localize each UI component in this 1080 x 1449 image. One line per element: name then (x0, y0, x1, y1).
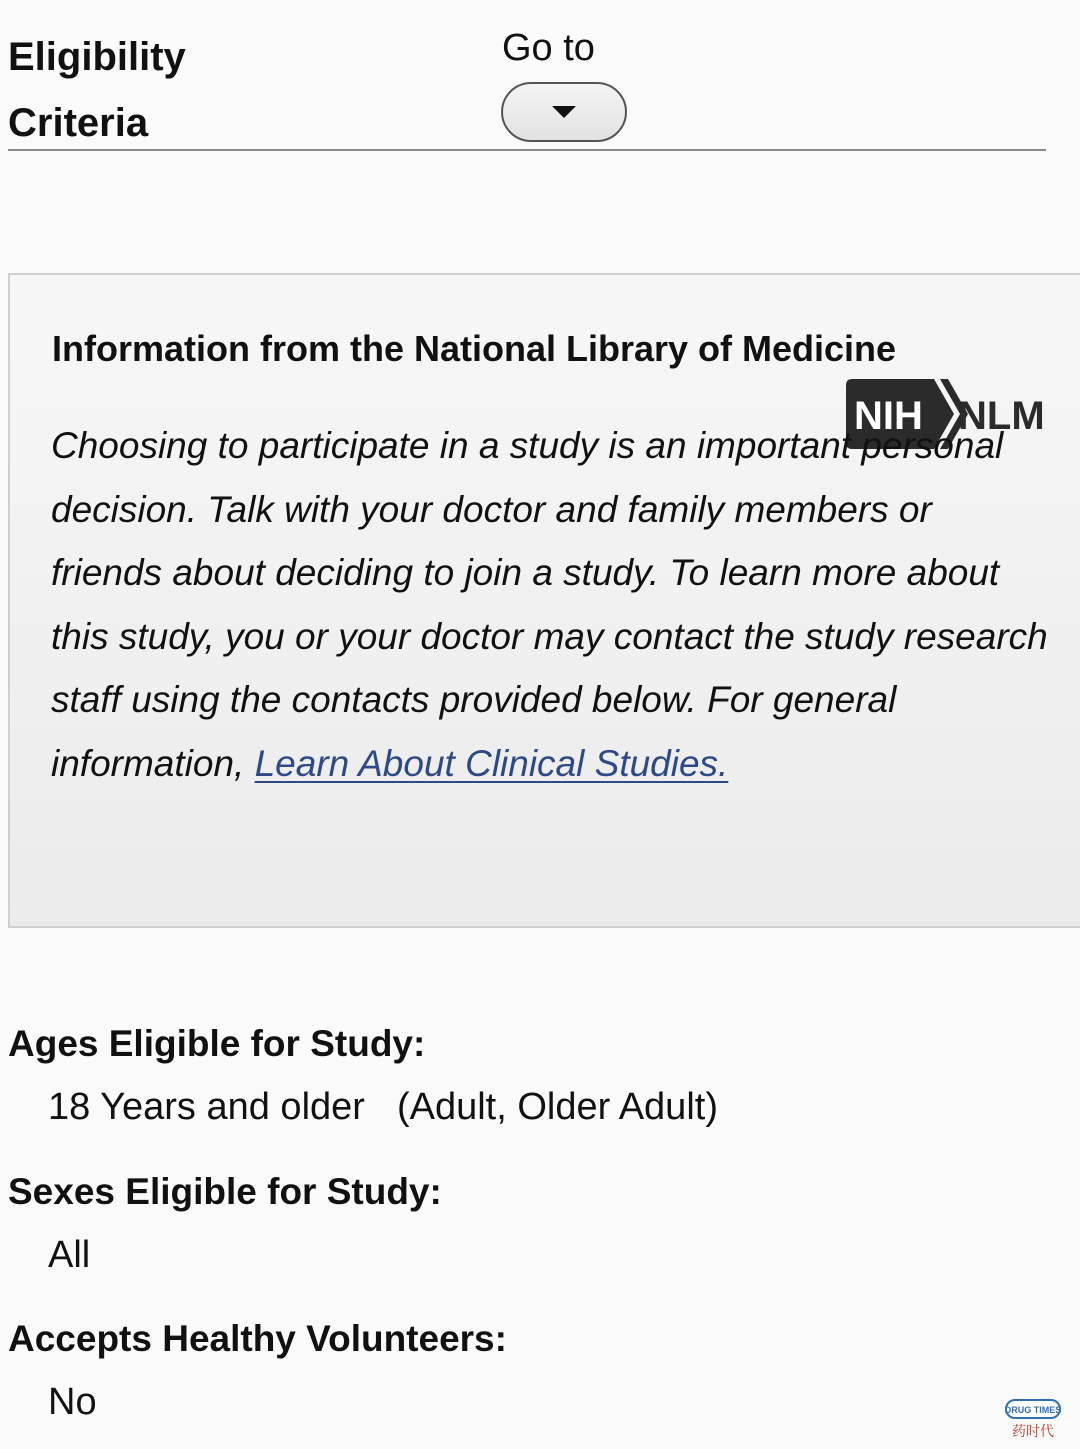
info-body-text: Choosing to participate in a study is an important personal decision. Talk with your doctor and family members or friends about deciding to join a study. To learn more about this study, you or your doctor may contact the study research staff using the contacts provided below. For general information, (51, 425, 1048, 784)
ages-eligible-label: Ages Eligible for Study: (8, 1023, 426, 1064)
drug-times-watermark (1004, 1398, 1062, 1440)
section-title-line1: Eligibility (8, 35, 186, 79)
ages-range: 18 Years and older (48, 1086, 365, 1128)
nih-text: NIH (854, 394, 923, 438)
sexes-eligible-value: All (48, 1234, 91, 1276)
ages-eligible-value (48, 1084, 718, 1130)
info-heading: Information from the National Library of Medicine (52, 328, 897, 369)
sexes-eligible-label: Sexes Eligible for Study: (8, 1171, 442, 1212)
healthy-volunteers-label: Accepts Healthy Volunteers: (8, 1318, 507, 1359)
section-title (8, 24, 186, 156)
watermark-en-text: DRUG TIMES (1004, 1405, 1062, 1415)
watermark-cn-text: 药时代 (1012, 1424, 1054, 1440)
healthy-volunteers-value: No (48, 1381, 97, 1423)
section-title-line2: Criteria (8, 101, 149, 145)
goto-dropdown[interactable] (501, 82, 627, 142)
ages-group: (Adult, Older Adult) (396, 1086, 718, 1128)
nlm-text: NLM (958, 394, 1045, 438)
goto-label: Go to (502, 27, 595, 69)
learn-about-clinical-studies-link[interactable]: Learn About Clinical Studies. (254, 742, 729, 784)
chevron-down-icon (552, 106, 576, 118)
info-body (51, 414, 1051, 795)
nlm-info-box (8, 273, 1080, 928)
header-divider (8, 149, 1046, 151)
